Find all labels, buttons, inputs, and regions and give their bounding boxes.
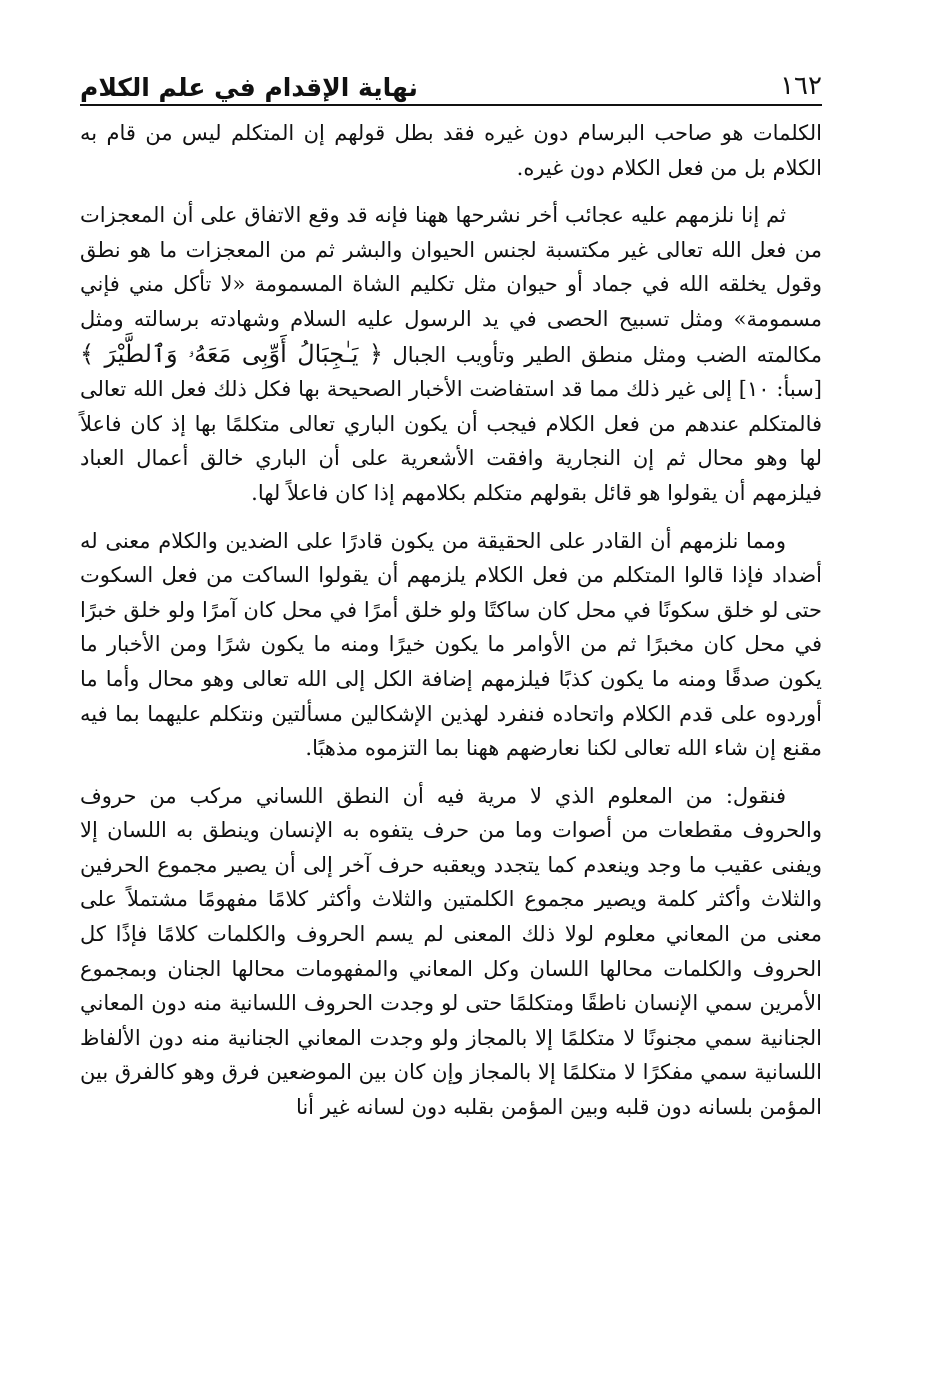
paragraph-2: [80, 198, 822, 510]
paragraph-1: الكلمات هو صاحب البرسام دون غيره فقد بطل قولهم إن المتكلم ليس من قام به الكلام بل من فعل الكلام دون غيره.: [80, 121, 822, 180]
paragraph-3: ومما نلزمهم أن القادر على الحقيقة من يكون قادرًا على الضدين والكلام معنى له أضداد فإذا قالوا المتكلم من فعل الكلام يلزمهم أن يقولوا الساكت من فعل السكوت حتى لو خلق سكونًا في محل كان ساكتًا ولو خلق أمرًا في محل كان آمرًا ولو خلق خبرًا في محل كان مخبرًا ثم من الأوامر ما يكون خيرًا ومنه ما يكون شرًا ومن الأخبار ما يكون صدقًا ومنه ما يكون كذبًا فيلزمهم إضافة الكل إلى الله تعالى وهو محال وأما ما أوردوه على قدم الكلام واتحاده فنفرد لهذين الإشكالين مسألتين ونتكلم عليهما بما فيه مقنع إن شاء الله تعالى لكنا نعارضهم ههنا بما التزموه مذهبًا.: [80, 528, 822, 761]
running-title: نهاية الإقدام في علم الكلام: [80, 72, 418, 102]
page-number: ١٦٢: [780, 71, 822, 102]
quran-verse: ﴿ يَـٰجِبَالُ أَوِّبِى مَعَهُۥ وَٱلطَّيْرَ ﴾: [80, 339, 383, 368]
paragraph-4: فنقول: من المعلوم الذي لا مرية فيه أن النطق اللساني مركب من حروف والحروف مقطعات من أصوات وما من حرف يتفوه به الإنسان وينطق به اللسان إلا ويفنى عقيب ما وجد وينعدم كما يتجدد ويعقبه حرف آخر إلى أن يصير مجموع الحرفين والثلاث وأكثر كلمة ويصير مجموع الكلمتين والثلاث وأكثر كلامًا مفهومًا مشتملاً على معنى من المعاني معلوم لولا ذلك المعنى لم يسم الحروف والكلمات كلامًا فإذًا كل الحروف والكلمات محالها اللسان وكل المعاني والمفهومات محالها الجنان وبمجموع الأمرين سمي الإنسان ناطقًا ومتكلمًا حتى لو وجدت الحروف اللسانية منه دون المعاني الجنانية سمي مجنونًا لا متكلمًا إلا بالمجاز ولو وجدت المعاني الجنانية منه دون الألفاظ اللسانية سمي مفكرًا لا متكلمًا إلا بالمجاز وإن كان بين الموضعين فرق وهو كالفرق بين المؤمن بلسانه دون قلبه وبين المؤمن بقلبه دون لسانه غير أنا: [80, 783, 822, 1120]
page-body: [80, 116, 822, 1138]
page-header: [80, 60, 822, 106]
paragraph-2-text-a: ثم إنا نلزمهم عليه عجائب أخر نشرحها ههنا فإنه قد وقع الاتفاق على أن المعجزات من فعل الله تعالى غير مكتسبة لجنس الحيوان والبشر ثم من المعجزات ما هو نطق وقول يخلقه الله في جماد أو حيوان مثل تكليم الشاة المسمومة «لا تأكل مني فإني مسمومة» ومثل تسبيح الحصى في يد الرسول عليه السلام وشهادته برسالته ومثل مكالمته الضب ومثل منطق الطير وتأويب الجبال: [80, 203, 822, 367]
paragraph-2-text-b: [سبأ: ١٠] إلى غير ذلك مما قد استفاضت الأخبار الصحيحة بها فكل ذلك فعل الله تعالى فالمتكلم عندهم من فعل الكلام فيجب أن يكون الباري تعالى متكلمًا بها إذ كان فاعلاً لها وهو محال ثم إن النجارية وافقت الأشعرية على أن الباري خالق أعمال العباد فيلزمهم أن يقولوا هو قائل بقولهم متكلم بكلامهم إذا كان فاعلاً لها.: [80, 377, 822, 505]
